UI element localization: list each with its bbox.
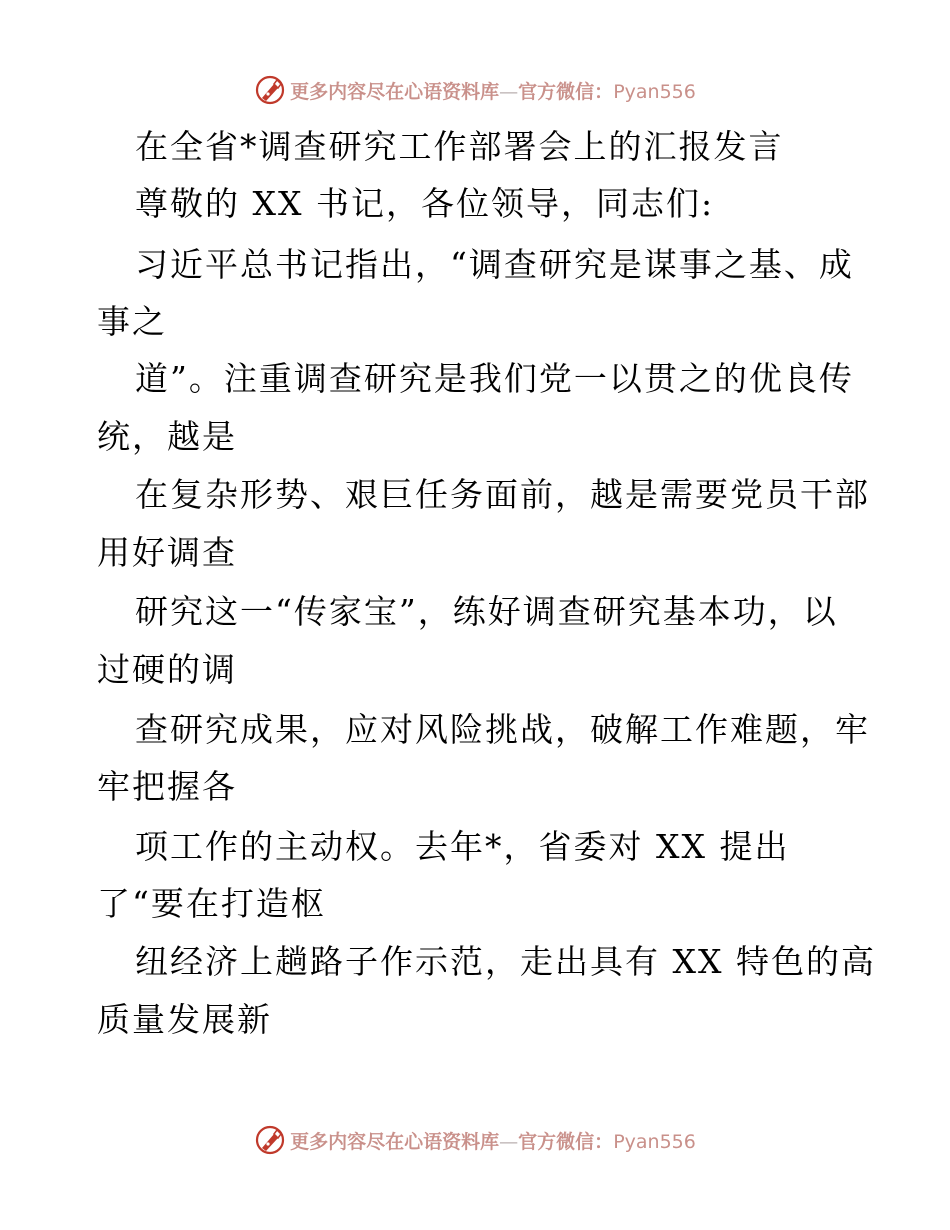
footer-banner-separator: — <box>499 1130 519 1153</box>
doc-line: 过硬的调 <box>97 650 237 689</box>
doc-line: 事之 <box>97 302 167 341</box>
footer-banner <box>0 1120 950 1160</box>
doc-line: 纽经济上趟路子作示范，走出具有 XX 特色的高 <box>135 942 876 981</box>
doc-line: 牢把握各 <box>97 767 237 806</box>
doc-line: 查研究成果，应对风险挑战，破解工作难题，牢 <box>135 710 870 749</box>
pen-nib-logo-icon <box>254 1124 286 1156</box>
header-banner-handle: Pyan556 <box>613 80 696 103</box>
footer-banner-wechat-label: 官方微信： <box>518 1130 614 1153</box>
doc-line: 质量发展新 <box>97 1000 272 1039</box>
doc-line: 了“要在打造枢 <box>97 884 326 923</box>
doc-line: 习近平总书记指出，“调查研究是谋事之基、成 <box>135 245 854 284</box>
doc-line: 用好调查 <box>97 533 237 572</box>
footer-banner-cn: 更多内容尽在心语资料库 <box>290 1130 500 1153</box>
header-banner-text <box>290 77 696 104</box>
header-banner-cn: 更多内容尽在心语资料库 <box>290 80 500 103</box>
header-banner <box>0 70 950 110</box>
header-banner-wechat-label: 官方微信： <box>518 80 614 103</box>
header-banner-separator: — <box>499 80 519 103</box>
doc-line: 统，越是 <box>97 417 237 456</box>
pen-nib-logo-icon <box>254 74 286 106</box>
footer-banner-text <box>290 1127 696 1154</box>
doc-line: 研究这一“传家宝”，练好调查研究基本功，以 <box>135 592 838 631</box>
doc-line: 在复杂形势、艰巨任务面前，越是需要党员干部 <box>135 475 870 514</box>
doc-line: 尊敬的 XX 书记，各位领导，同志们: <box>135 184 715 223</box>
doc-line: 在全省*调查研究工作部署会上的汇报发言 <box>135 127 784 166</box>
doc-line: 道”。注重调查研究是我们党一以贯之的优良传 <box>135 359 854 398</box>
doc-line: 项工作的主动权。去年*，省委对 XX 提出 <box>135 827 790 866</box>
footer-banner-handle: Pyan556 <box>613 1130 696 1153</box>
